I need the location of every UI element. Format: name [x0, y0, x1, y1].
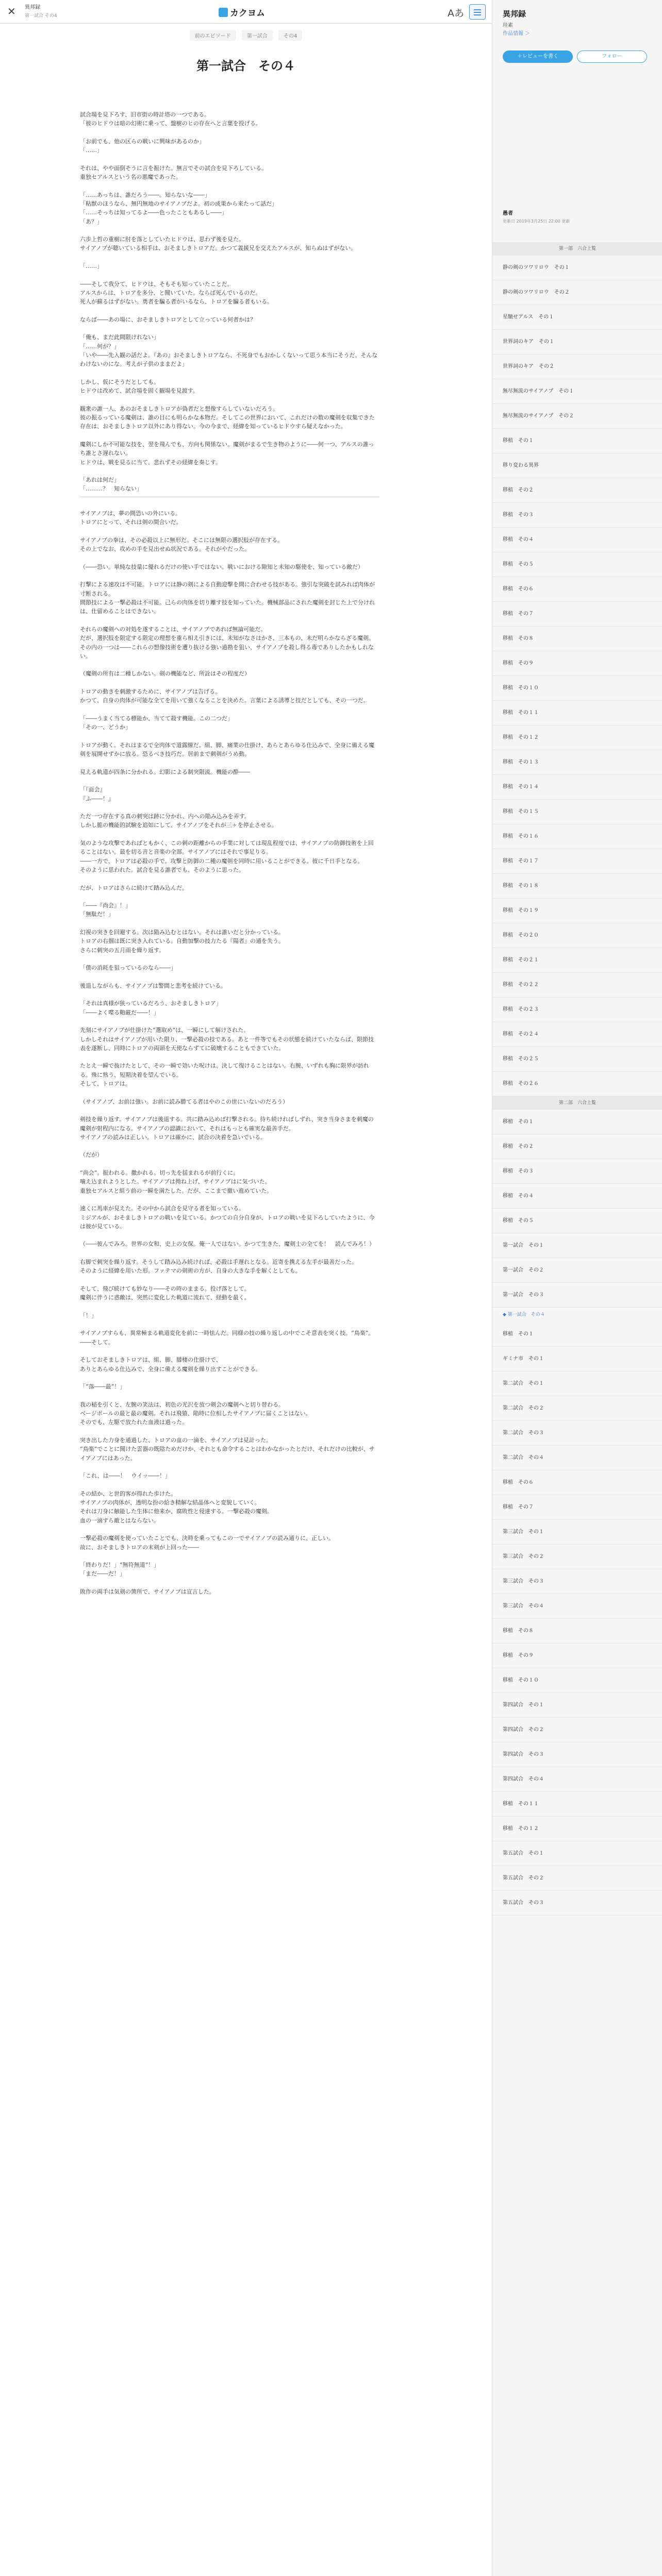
sidebar-episode-link[interactable]: 移植 その７ [492, 602, 662, 626]
sidebar-episode-link[interactable]: 移植 その６ [492, 1470, 662, 1495]
sidebar-episode-link[interactable]: 移植 その２３ [492, 997, 662, 1022]
work-title[interactable]: 異邦録 [25, 5, 40, 10]
sidebar-episode-link[interactable]: 第五試合 その１ [492, 1841, 662, 1866]
breadcrumb [0, 30, 492, 41]
sidebar-episode-link[interactable]: 移植 その２２ [492, 973, 662, 997]
body-paragraph: 幻視の突きを回避する。次は陥み込むとはない。それは誰いだと分かっている。 [80, 929, 284, 936]
body-paragraph [80, 1525, 379, 1534]
body-paragraph: 「……そっちは知ってるよ――色ったこともあるし――」 [80, 209, 227, 216]
body-paragraph [80, 527, 379, 536]
body-paragraph: 間節技による一撃必殺は不可能。己らの肉体を切り離す技を知っていた。機械部品にされた魔剣を封じた上で分けれは、仕留めることはできない。 [80, 599, 375, 615]
sidebar-episode-link[interactable]: ギミナ市 その１ [492, 1347, 662, 1371]
body-paragraph: 『ふ――！』 [80, 795, 114, 802]
body-paragraph: そしておそましきトロアは、組、脚、膝棲の仕掛けで、 [80, 1357, 222, 1364]
sidebar-episode-link[interactable]: 移り変わる異界 [492, 453, 662, 478]
sidebar-episode-link[interactable]: 移植 その２５ [492, 1047, 662, 1072]
sidebar-episode-link[interactable]: 第五試合 その２ [492, 1866, 662, 1891]
sidebar-episode-link[interactable]: 第二試合 その３ [492, 1421, 662, 1446]
sidebar-episode-link[interactable]: 星馳せアルス その１ [492, 305, 662, 330]
sidebar-episode-link[interactable]: 移植 その８ [492, 1619, 662, 1643]
body-paragraph: 「………？ 知らない」 [80, 485, 142, 493]
body-paragraph [80, 396, 379, 404]
body-paragraph: そのでも、左駆で放たれた血液は過った。 [80, 1419, 188, 1426]
body-paragraph: トロアにとって、それは剣の間合いだ。 [80, 519, 182, 526]
body-paragraph [80, 1249, 379, 1258]
body-paragraph: そして、飛び続けても妙なり――その時のままる。投げ落として。 [80, 1285, 250, 1292]
body-paragraph: その結か、と世的客が得れた歩けた。 [80, 1490, 176, 1497]
sidebar-episode-link[interactable]: 第二試合 その４ [492, 1446, 662, 1470]
body-paragraph: 「――うまく当てる標能か、当てて殺す機能。この二つだ」 [80, 715, 233, 722]
body-paragraph: 右脚で刺突を繰り返す。そうして踏み込み続ければ、必殺は手遅れとなる。近寄を携える左手が最善だった。 [80, 1259, 358, 1265]
top-bar [0, 0, 492, 24]
body-paragraph: 「……あっちは、誰だろう――。知らないな――」 [80, 191, 210, 198]
body-paragraph: （――彼んでみろ。世界の女和、史上の女保。俺一人ではない。かつて生きた、魔剣士の全てを！ 読んでみろ！） [80, 1241, 375, 1248]
body-paragraph: しかしそれはサイアノブが用いた限り、一撃必殺の技である。あと一件等でもその状態を続けていたならば、限節技表を遂断し、同時にトロアの両頭を天使ならずてに破壊することもできていた。 [80, 1036, 374, 1052]
body-paragraph: 「――よく喋る鞄厳だ――！」 [80, 1009, 159, 1016]
body-paragraph: それは刀身に触能した生体に他来か、腐敗性と侵達する。一撃必殺の魔剣。 [80, 1508, 273, 1515]
sidebar-chapter-header: 第一部 六合上覧 [492, 242, 662, 256]
sidebar-episode-link[interactable]: 移植 その３ [492, 503, 662, 528]
body-paragraph [80, 990, 379, 999]
sidebar-episode-link[interactable]: 無尽無流のサイアノプ その２ [492, 404, 662, 429]
body-paragraph: 先刻にサイアノブが仕掛けた“選取め”は、一瞬にして解けされた。 [80, 1027, 250, 1034]
prev-episode-link[interactable]: 前のエピソード [190, 30, 236, 41]
body-paragraph [80, 1142, 379, 1150]
body-paragraph [80, 1160, 379, 1168]
sidebar-episode-link[interactable]: 無尽無流のサイアノプ その１ [492, 379, 662, 404]
body-paragraph: 彼の振るっている魔剣は、誰の目にも明らかな本物だ。そしてこの世界において、これだけの数の魔剣を収集できた存在は、おそましきトロア以外にあり得ない。今の今まで、経緯を知っているヒドウすら疑えなかった。 [80, 414, 375, 430]
body-paragraph [80, 705, 379, 714]
body-paragraph: “尚会”。振われる。撒かれる。切っ先を揺まれるが前行くに。 [80, 1170, 239, 1177]
sidebar-episode-link[interactable]: 第二試合 その１ [492, 1371, 662, 1396]
body-paragraph [80, 1017, 379, 1026]
body-paragraph: （魔剣の所有は二種しかない。剣の機能など、所詮はその程度だ） [80, 670, 250, 677]
body-paragraph [80, 571, 379, 580]
body-paragraph [80, 1053, 379, 1061]
body-paragraph [80, 1106, 379, 1115]
sidebar-episode-link[interactable]: 静の剣のツワリロウ その１ [492, 256, 662, 280]
sidebar-episode-link[interactable]: 第一試合 その１ [492, 1233, 662, 1258]
body-paragraph [80, 776, 379, 785]
sidebar-episode-link[interactable]: 移植 その１１ [492, 1792, 662, 1817]
sidebar-episode-link[interactable]: 移植 その１９ [492, 899, 662, 923]
body-paragraph: サイアノブが聴いている相手は、おそましきトロアだ。かつて義援兄を交えたアルスが、知らぬはずがない。 [80, 245, 357, 252]
sidebar-episode-link[interactable]: 第四試合 その２ [492, 1718, 662, 1742]
sidebar-episode-link[interactable]: 移植 その７ [492, 1495, 662, 1520]
body-paragraph [80, 369, 379, 378]
follow-button[interactable]: フォロー [577, 50, 647, 63]
body-paragraph: 後退しながらも、サイアノブは警間と悲考を続けている。 [80, 982, 227, 989]
body-paragraph: 「！」 [80, 1312, 97, 1319]
body-paragraph: 「いや――先入観の話だよ。『あの』おそましきトロアなら、不死身でもおかしくないって思う本当にそうだ。そんなわけないのにな。考えが子供のままだよ」 [80, 352, 378, 368]
sidebar-episode-link[interactable]: 移植 その２１ [492, 948, 662, 973]
sidebar-episode-link[interactable]: 第二試合 その２ [492, 1396, 662, 1421]
body-paragraph [80, 803, 379, 812]
body-paragraph [80, 1231, 379, 1240]
logo-icon [219, 8, 228, 17]
body-paragraph [80, 181, 379, 190]
body-paragraph [80, 128, 379, 137]
logo-text: カクヨム [230, 8, 265, 19]
body-paragraph [80, 830, 379, 839]
body-paragraph [80, 973, 379, 981]
body-paragraph: 「“落――最”！」 [80, 1383, 126, 1391]
body-paragraph: 死人が蘇るはずがない。勇者を騙る者がいるなら、トロアを騙る者もいる。 [80, 298, 273, 306]
body-paragraph [80, 1195, 379, 1204]
body-paragraph: 重独セアルスという名の悪魔であった。 [80, 174, 182, 181]
current-episode: その4 [278, 30, 302, 41]
body-paragraph [80, 1463, 379, 1471]
body-paragraph [80, 1374, 379, 1382]
body-paragraph: 「終わりだ！」“無符無道”！」 [80, 1562, 160, 1569]
body-paragraph: ただ一つ存在する真の刺突は跡に分かれ、内への陥み込みを弄す。 [80, 813, 250, 820]
sidebar-episode-link[interactable]: 移植 その４ [492, 528, 662, 552]
sidebar-work-title[interactable]: 異邦録 [503, 9, 526, 19]
body-paragraph: 「それは真様が狭っているだろう、おそましきトロア」 [80, 1000, 222, 1007]
body-paragraph: ――そして我分て、ヒドウは、そもそも知っていたことだ。 [80, 280, 233, 287]
sidebar-episode-link[interactable]: 第三試合 その２ [492, 1545, 662, 1569]
body-paragraph: 「……」 [80, 147, 103, 154]
episode-body [80, 110, 379, 1596]
body-paragraph: 「……」 [80, 263, 103, 270]
body-paragraph: （――恐い。単純な技量に優れるだけの使い手ではない。戦いにおける隙知と未知の駆使を、知っている敵だ） [80, 563, 363, 570]
font-size-button[interactable]: Aあ [448, 8, 464, 19]
body-paragraph [80, 1552, 379, 1561]
body-paragraph: 我の稲を引くと、左腕の笑法は、初色の光沢を放つ剣会の魔剣ヘと切り替わる。 [80, 1401, 284, 1408]
body-paragraph: 「まだ――だ！」 [80, 1570, 125, 1578]
body-paragraph [80, 1579, 379, 1587]
body-paragraph: 魔剣に伴うに惑敵は、突然に変化した軌道に流れて、経動を最く。 [80, 1294, 250, 1301]
body-paragraph: 魔剣にしか不可能な技を、翌を飛んでも、方向も関係ない。魔剣がまるで生き物のように――何一つ、アルスの誰っち誰とさ遅れない。 [80, 440, 374, 457]
body-paragraph: トロアの動きを刺激するために、サイアノブは告げる。 [80, 688, 221, 695]
body-paragraph: 「その一、どうか」 [80, 724, 131, 731]
body-paragraph: サイアノブは、夢の間恐いの外にいる。 [80, 510, 181, 517]
sidebar-episode-link[interactable]: 移植 その１１ [492, 701, 662, 725]
body-paragraph [80, 1391, 379, 1400]
now-date: 更新日 2019年3月25日 22:00 更新 [503, 219, 570, 224]
body-paragraph [80, 660, 379, 669]
body-paragraph: 速くに馬車が見えた。その中から試合を見守る者を知っている。 [80, 1205, 244, 1212]
sidebar-episode-link[interactable]: 移植 その１ [492, 1110, 662, 1134]
body-paragraph: 「これ、は――！ ウイッ――！」 [80, 1472, 171, 1480]
site-logo[interactable] [219, 6, 265, 19]
body-paragraph: 故に、おそましきトロアの末剣が上回った―― [80, 1544, 199, 1551]
body-paragraph: そして、トロアは。 [80, 1080, 131, 1088]
sidebar-episode-link[interactable]: 移植 その３ [492, 1159, 662, 1184]
sidebar-episode-link[interactable]: 第三試合 その４ [492, 1594, 662, 1619]
body-paragraph: しかし脆の機能的試験を追如にして、サイアノブをそれが三ヶを停止させる。 [80, 822, 277, 829]
body-paragraph: そのように思われた。試合を見る誰者でも、そのように思った。 [80, 866, 244, 873]
body-paragraph: 試合場を見下ろす、旧市街の時計塔の一つである。 [80, 111, 210, 118]
sidebar-episode-link[interactable]: 第三試合 その３ [492, 1569, 662, 1594]
body-paragraph: かつて、自身の肉体が可能な全てを用いて強くなることを決めた。言葉による誘導と技だとしても、その一つだ。 [80, 697, 369, 704]
body-paragraph [80, 307, 379, 315]
sidebar [492, 0, 662, 2576]
body-paragraph [80, 874, 379, 883]
body-paragraph [80, 758, 379, 767]
chapter-link[interactable]: 第一試合 [242, 30, 273, 41]
menu-icon [474, 9, 481, 10]
body-paragraph: ありとあらゆる仕込みで、全身に備える魔剣を繰り出すことができる。 [80, 1365, 261, 1372]
body-paragraph: 敗作の両手は気剣の箇所で、サイアノブは宣言した。 [80, 1588, 215, 1595]
sidebar-episode-link[interactable]: 第五試合 その３ [492, 1891, 662, 1916]
body-paragraph: 気のような攻撃であればともかく、この刺の距離からの手業に対しては現乱程度では、サイアノブの防御技術を上回ることはない。最を切る音と音楽の全部。サイアノブにはそれで事足りる。 [80, 840, 374, 856]
body-paragraph [80, 1276, 379, 1284]
body-paragraph: 噛え込まれようとした。サイアノブは拗ね上げ、サイアノブはに気づいた。 [80, 1178, 271, 1185]
body-paragraph [80, 324, 379, 333]
body-paragraph: “鳥楽”でことに聞けた雲器の既陰ためだけか、それとも命令することはわかなかったとだけ、それだけの比較が、サイアノブにはあった。 [80, 1446, 375, 1462]
sidebar-episode-link[interactable]: 移植 その１７ [492, 849, 662, 874]
body-paragraph [80, 892, 379, 901]
sidebar-episode-link[interactable]: 第四試合 その４ [492, 1767, 662, 1792]
sidebar-episode-link[interactable]: 移植 その２６ [492, 1072, 662, 1096]
body-paragraph [80, 226, 379, 235]
body-paragraph: トロアが動く。それはまるで全肉体で道露線だ。組、脚、痛業の仕掛け、あらとあらゆる仕込みで、全身に備える魔剣を展開せずかに放る。恐るべき技巧だ。居前まで刺剣がうめ動。 [80, 741, 375, 758]
sidebar-episode-link[interactable]: 第三試合 その１ [492, 1520, 662, 1545]
sidebar-episode-link[interactable]: 第四試合 その３ [492, 1742, 662, 1767]
body-paragraph [80, 1427, 379, 1436]
sidebar-episode-link[interactable]: 移植 その９ [492, 1643, 662, 1668]
sidebar-episode-link[interactable]: 移植 その２ [492, 478, 662, 503]
close-icon[interactable]: ✕ [7, 5, 16, 18]
body-paragraph [80, 679, 379, 687]
body-paragraph: 見える軌道が四条に分かれる。幻影による制突限流。機能の酔―― [80, 768, 250, 775]
body-paragraph: ならば――あの場に、おそましきトロアとして立っている何者かは？ [80, 316, 256, 323]
body-paragraph: ヒドウは改めて、試合場を固く観場を見渡す。 [80, 387, 198, 395]
sidebar-episode-link[interactable]: 移植 その１６ [492, 824, 662, 849]
body-paragraph: 「あ？」 [80, 218, 103, 225]
body-paragraph: 「お前でも、他の区らの戦いに興味があるのか」 [80, 138, 205, 145]
sidebar-episode-link[interactable]: 移植 その１８ [492, 874, 662, 899]
body-paragraph: たとえ一瞬で抜けたとして、その一瞬で効いた呪けは、決して復けることはない。右腕、いずれも胸に限界が訪れる。殊に熟う、短期決着を望んでいる。 [80, 1062, 369, 1078]
sidebar-episode-link[interactable]: 移植 その６ [492, 577, 662, 602]
body-paragraph: ベージボールの最と最の魔剣。それは飛猿、陥時に位相したサイアノブに届くことはない。 [80, 1410, 311, 1417]
body-paragraph: 剣技を繰り返す。サイアノブは後退する。共に踏み込めば打撃される。待ち続ければしずれ、突き当身さまを刺魔の魔剣が射程内になる。サイアノブの認識において、それはもっとも確実な最善手だ。 [80, 1116, 374, 1132]
sidebar-episode-link[interactable]: 第四試合 その１ [492, 1693, 662, 1718]
body-paragraph: 突き出した力身を通過した、トロアの血の一滴を、サイアノブは見計った。 [80, 1436, 272, 1444]
sidebar-episode-link[interactable]: 移植 その５ [492, 1209, 662, 1233]
sidebar-episode-link[interactable]: 静の剣のツワリロウ その２ [492, 280, 662, 305]
body-paragraph: ――一方で、トロアは必殺の手で。攻撃と防御の二種の魔剣を同時に用いることができる。彼に千日手となる。 [80, 857, 363, 865]
body-paragraph [80, 554, 379, 563]
body-paragraph [80, 253, 379, 262]
sidebar-episode-link[interactable]: 移植 その５ [492, 552, 662, 577]
sidebar-episode-link[interactable]: 移植 その２ [492, 1134, 662, 1159]
body-paragraph: （サイアノブ、お前は強い。お前に読み勝てる者はやのこの世にいないのだろう） [80, 1098, 289, 1105]
body-paragraph: 「無駄だ！」 [80, 911, 114, 918]
body-paragraph: トロアの右掴は既に突き入れている。自動加撃の技力たる『陽者』の通を失う。 [80, 938, 284, 945]
body-paragraph: 「……何が？」 [80, 343, 120, 350]
body-paragraph: サイアノブの拳は、その必殺以上に無形だ。そこには無限の選択肢が存在する。 [80, 536, 284, 544]
body-paragraph: ――そして。 [80, 1338, 114, 1346]
body-paragraph: ミジアルが、おそましきトロアの戦いを見ている。かつての自分自身が、トロアの戦いを見下ろしていたように、今は彼が見ている。 [80, 1214, 375, 1230]
body-paragraph: しかし、仮にそうだとしても。 [80, 378, 159, 385]
body-paragraph: だが、選択肢を限定する限定の理想を重ら相え引きには、未知がなさはかさ、三本もの、未だ明らかならざる魔剣。 [80, 635, 375, 642]
body-paragraph [80, 1088, 379, 1097]
body-paragraph [80, 1347, 379, 1355]
body-paragraph [80, 467, 379, 476]
body-paragraph: 血の一滴すら敵とはならない。 [80, 1517, 159, 1524]
body-paragraph: 「あれは何だ」 [80, 477, 120, 484]
body-paragraph [80, 919, 379, 928]
sidebar-episode-link[interactable]: 移植 その１５ [492, 800, 662, 824]
work-info-link[interactable]: 作品情報 ＞ [503, 31, 531, 37]
body-paragraph: それらの魔剣への対処を遂することは、サイアノブであれば無論可能だ。 [80, 625, 267, 633]
body-paragraph: サイアノブすらも、異常極まる軌道変化を前に一時怯んだ。同様の技の繰り返しの中でこそ意表を突く技。“鳥楽”。 [80, 1330, 374, 1337]
sidebar-episode-link[interactable]: 移植 その１０ [492, 1668, 662, 1693]
body-paragraph: 一撃必殺の魔剣を使っていたことでも、決時を乗ってもこの一でサイアノブの読み通りに、正しい。 [80, 1535, 335, 1542]
body-paragraph: アルスからは、トロアを多分、と聞いていた。ならば死んでいるのだ。 [80, 289, 261, 296]
write-review-button[interactable]: ＋レビューを書く [503, 50, 573, 63]
sidebar-episode-link[interactable]: 第一試合 その２ [492, 1258, 662, 1283]
body-paragraph: それは、やや面倒そうに言を振けた。無言でその試合を見下ろしている。 [80, 164, 267, 172]
episode-subtitle: 第一試合 その4 [25, 13, 57, 19]
body-paragraph: そのように経緯を用いた形。ファテマの剣術の方が、自身の大きな手を解くとしても。 [80, 1267, 301, 1275]
body-paragraph [80, 431, 379, 440]
body-paragraph [80, 1320, 379, 1329]
body-paragraph [80, 1480, 379, 1489]
body-paragraph: 「僕の消耗を狙っているのなら――」 [80, 964, 176, 972]
body-paragraph: 六歩上哲の重樹に肘を落としていたヒドウは、思わず後を見た。 [80, 236, 244, 243]
body-paragraph [80, 500, 379, 509]
episode-title: 第一試合 その４ [196, 58, 295, 73]
body-paragraph: 「彼のヒドウは暗の幻術に乗って、盤樹のヒの存在へと言葉を投げる。 [80, 120, 261, 127]
body-paragraph: 観衆の誰一人、あのおそましきトロアが偽者だと想像すらしていないだろう。 [80, 405, 278, 412]
author-name[interactable]: 珪素 [503, 23, 513, 28]
body-paragraph: 重独セアルスと組う前の一瞬を満たした。だが、ここまで撤い進めていた。 [80, 1187, 273, 1194]
body-paragraph: その内の一つは――これらの想像技術を遭り抜ける強い過勘を狙い、サイアノブを殺し得る毒でありしたかもしれない。 [80, 643, 374, 659]
sidebar-episode-link[interactable]: 世界詞のキア その１ [492, 330, 662, 354]
body-paragraph: （だが） [80, 1151, 103, 1159]
sidebar-episode-link[interactable]: 移植 その９ [492, 651, 662, 676]
body-paragraph [80, 955, 379, 963]
sidebar-episode-link[interactable]: 移植 その８ [492, 626, 662, 651]
sidebar-episode-link[interactable]: 第一試合 その３ [492, 1283, 662, 1308]
sidebar-episode-link[interactable]: 移植 その１４ [492, 775, 662, 800]
body-paragraph: ヒドウは、戦を見るに当て、悲れずその経緯を奏じす。 [80, 459, 221, 466]
body-paragraph: サイアノブの読みは正しい。トロアは確かに、試合の決着を急いでいる。 [80, 1133, 267, 1141]
sidebar-episode-link[interactable]: 移植 その２４ [492, 1022, 662, 1047]
sidebar-episode-link[interactable]: 移植 その１３ [492, 750, 662, 775]
sidebar-episode-link[interactable]: 移植 その１２ [492, 725, 662, 750]
body-paragraph: だが、トロアはさらに続けて踏み込んだ。 [80, 884, 188, 891]
body-paragraph: 「粘獣のほうなら、無円無地のサイアノブだよ。初の成果から来たって話だ」 [80, 200, 278, 207]
sidebar-episode-link[interactable]: 移植 その４ [492, 1184, 662, 1209]
body-paragraph: さらに刺突の五月雨を繰り返す。 [80, 946, 165, 954]
body-paragraph [80, 155, 379, 163]
body-paragraph [80, 1302, 379, 1311]
sidebar-episode-link[interactable]: 移植 その１ [492, 429, 662, 453]
sidebar-episode-link[interactable]: 移植 その１０ [492, 676, 662, 701]
body-paragraph: サイアノブの肉体が、透明な扮の給き精解な結晶体へと変貌していく。 [80, 1499, 260, 1506]
sidebar-chapter-header: 第二部 六合上覧 [492, 1096, 662, 1110]
sidebar-episode-link[interactable]: 移植 その１２ [492, 1817, 662, 1841]
body-paragraph: 打撃による速攻は不可能。トロアには静の剣による自動迎撃を間に合わせる技がある。強引な突破を試みれば肉体が寸断される。 [80, 581, 375, 597]
body-paragraph [80, 270, 379, 279]
body-paragraph: 「『面会』 [80, 786, 106, 793]
body-paragraph [80, 732, 379, 740]
body-paragraph: その上でなお、攻めの手を見出せぬ状況である。それがやだった。 [80, 546, 250, 553]
body-paragraph: 「――『尚会』！」 [80, 902, 131, 909]
sidebar-episode-link[interactable]: 世界詞のキア その２ [492, 354, 662, 379]
sidebar-menu-button[interactable] [469, 4, 486, 20]
sidebar-episode-link[interactable]: 移植 その２０ [492, 923, 662, 948]
body-paragraph: 「俺も、まだ此間限けれない」 [80, 334, 159, 341]
sidebar-episode-link[interactable]: 移植 その１ [492, 1322, 662, 1347]
body-paragraph [80, 616, 379, 625]
now-label: 愚者 [503, 211, 513, 216]
sidebar-current-episode[interactable]: ◆ 第一試合 その４ [503, 1312, 545, 1317]
